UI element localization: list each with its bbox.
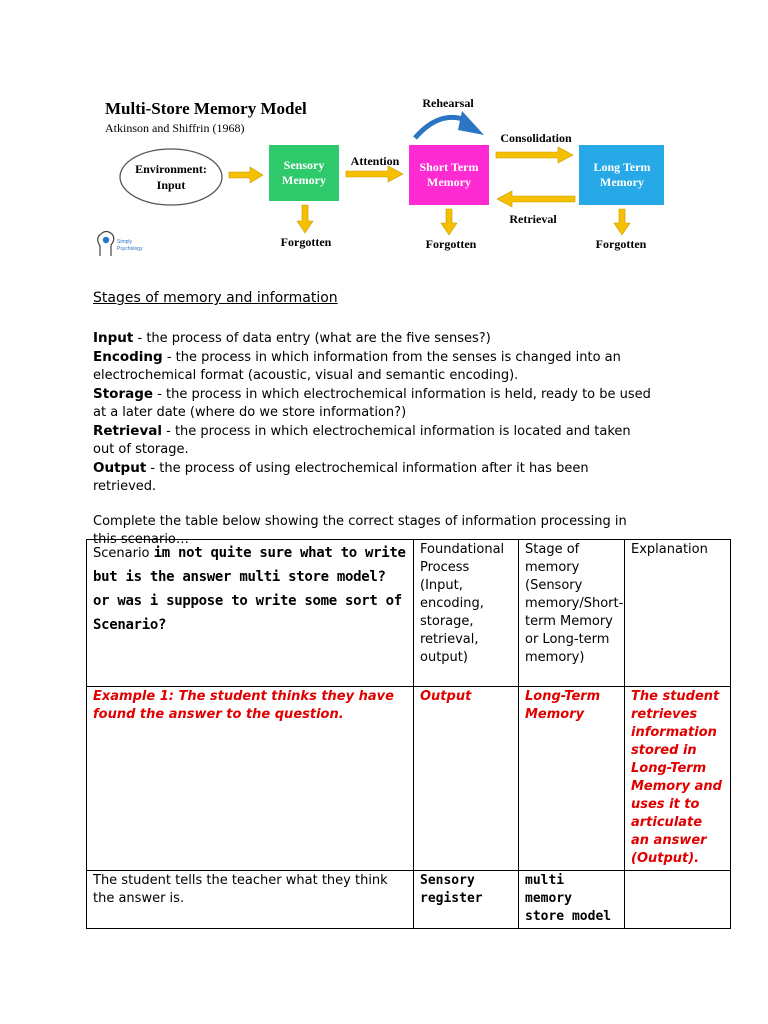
example-process: Output: [414, 687, 519, 871]
definition-text: - the process in which information from the senses is changed into an electrochemical format (acoustic, visual and semantic encoding).: [93, 350, 621, 383]
environment-label-2: Input: [156, 178, 186, 192]
row2-stage-cell[interactable]: [519, 871, 625, 929]
example-explanation: The student retrieves information stored in Long-Term Memory and uses it to articulate an answer (Output).: [625, 687, 731, 871]
row2-stage-handwritten: multi memory store model: [525, 873, 612, 924]
definition-input: [93, 329, 653, 348]
section-heading: Stages of memory and information: [93, 290, 338, 306]
definition-output: [93, 459, 653, 496]
logo-line-1: Simply: [117, 239, 133, 245]
diagram-subtitle: Atkinson and Shiffrin (1968): [105, 121, 245, 135]
sensory-label-2: Memory: [282, 173, 326, 187]
rehearsal-label: Rehearsal: [422, 96, 474, 110]
consolidation-label: Consolidation: [500, 131, 572, 145]
definition-encoding: [93, 348, 653, 385]
row2-process-cell[interactable]: [414, 871, 519, 929]
term-storage: Storage: [93, 386, 154, 402]
table-header-row: [87, 540, 731, 687]
attention-label: Attention: [350, 154, 400, 168]
long-term-label-1: Long Term: [593, 160, 651, 174]
forgotten-label-sensory: Forgotten: [280, 235, 332, 249]
forgotten-label-short-term: Forgotten: [425, 237, 477, 251]
term-output: Output: [93, 460, 147, 476]
header-explanation: Explanation: [625, 540, 731, 687]
information-processing-table: [86, 539, 731, 929]
header-scenario-cell[interactable]: [87, 540, 414, 687]
short-term-label-1: Short Term: [419, 160, 479, 174]
document-body: [93, 288, 653, 562]
diagram-title: Multi-Store Memory Model: [105, 99, 307, 118]
environment-label-1: Environment:: [135, 162, 207, 176]
row2-scenario[interactable]: The student tells the teacher what they think the answer is.: [87, 871, 414, 929]
definition-text: - the process in which electrochemical information is held, ready to be used at a later date (where do we store information?): [93, 387, 651, 420]
header-stage: Stage of memory (Sensory memory/Short-term Memory or Long-term memory): [519, 540, 625, 687]
definitions-list: [93, 329, 653, 496]
table-row-2: [87, 871, 731, 929]
logo-line-2: Psychology: [117, 246, 143, 252]
header-process: Foundational Process (Input, encoding, storage, retrieval, output): [414, 540, 519, 687]
definition-text: - the process in which electrochemical information is located and taken out of storage.: [93, 424, 631, 457]
example-scenario: Example 1: The student thinks they have found the answer to the question.: [87, 687, 414, 871]
row2-explanation[interactable]: [625, 871, 731, 929]
sensory-label-1: Sensory: [283, 158, 325, 172]
forgotten-label-long-term: Forgotten: [595, 237, 647, 251]
instructions: Complete the table below showing the correct stages of information processing in this scenario…: [93, 514, 627, 547]
definition-text: - the process of data entry (what are the five senses?): [133, 331, 491, 346]
long-term-label-2: Memory: [600, 175, 644, 189]
definition-storage: [93, 385, 653, 422]
definition-retrieval: [93, 422, 653, 459]
multi-store-memory-diagram: [92, 86, 676, 264]
definition-text: - the process of using electrochemical information after it has been retrieved.: [93, 461, 589, 494]
term-input: Input: [93, 330, 134, 346]
term-encoding: Encoding: [93, 349, 163, 365]
example-stage: Long-Term Memory: [519, 687, 625, 871]
row2-process-handwritten: Sensory register: [420, 873, 483, 906]
short-term-label-2: Memory: [427, 175, 471, 189]
environment-node: [120, 149, 222, 205]
handwritten-note: im not quite sure what to write but is the answer multi store model? or was i suppose to write some sort of Scenario?: [93, 545, 406, 633]
retrieval-label: Retrieval: [509, 212, 557, 226]
table-row-example: [87, 687, 731, 871]
header-scenario: Scenario: [93, 546, 150, 561]
term-retrieval: Retrieval: [93, 423, 162, 439]
